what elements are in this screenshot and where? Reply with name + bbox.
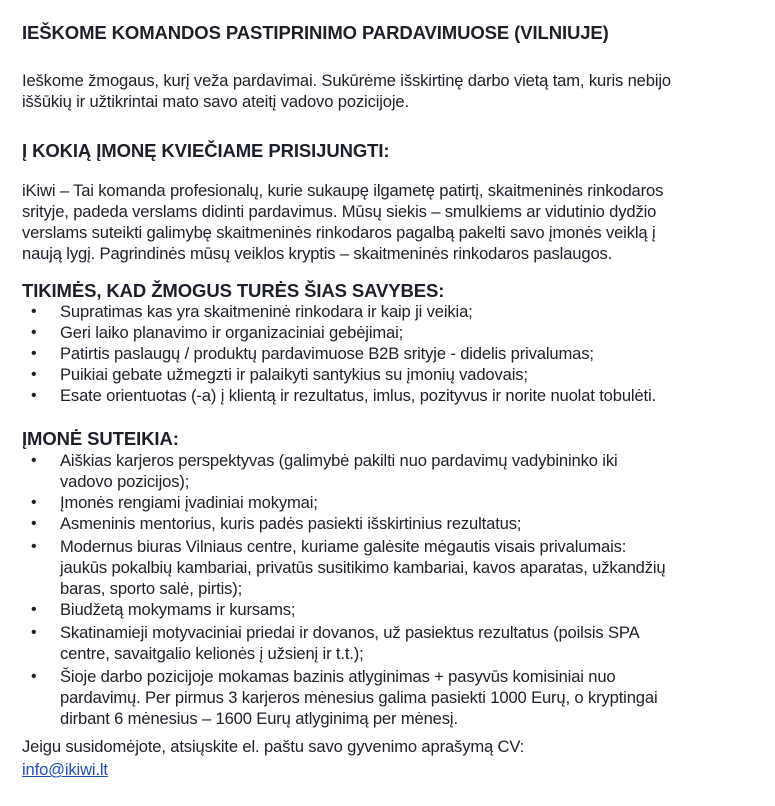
bullet-icon: •	[31, 345, 37, 362]
bullet-icon: •	[31, 452, 37, 469]
offer-heading: ĮMONĖ SUTEIKIA:	[22, 428, 179, 449]
company-line: naują lygį. Pagrindinės mūsų veiklos kryptis – skaitmeninės rinkodaros paslaugos.	[22, 244, 613, 263]
email-link[interactable]: info@ikiwi.lt	[22, 760, 108, 779]
list-item: • Aiškias karjeros perspektyvas (galimybė pakilti nuo pardavimų vadybininko iki vadovo pozicijos);	[31, 451, 618, 491]
contact-paragraph	[22, 736, 524, 780]
list-item: • Asmeninis mentorius, kuris padės pasiekti išskirtinius rezultatus;	[31, 514, 522, 533]
list-item: • Įmonės rengiami įvadiniai mokymai;	[31, 493, 318, 512]
company-paragraph	[22, 180, 663, 264]
company-line: verslams suteikti galimybę skaitmeninės rinkodaros pagalbą pakelti savo įmonės veiklą į	[22, 223, 656, 242]
company-heading: Į KOKIĄ ĮMONĘ KVIEČIAME PRISIJUNGTI:	[22, 140, 390, 161]
page-title: IEŠKOME KOMANDOS PASTIPRINIMO PARDAVIMUOSE (VILNIUJE)	[22, 22, 609, 43]
list-item: • Šioje darbo pozicijoje mokamas bazinis atlyginimas + pasyvūs komisiniai nuo pardavimų. Per pirmus 3 karjeros mėnesius galima pasiekti 1000 Eurų, o kryptingai dirbant 6 mėnesius – 1600 Eurų atlyginimą per mėnesį.	[31, 667, 658, 728]
bullet-icon: •	[31, 303, 37, 320]
bullet-icon: •	[31, 624, 37, 641]
bullet-icon: •	[31, 515, 37, 532]
list-item: • Skatinamieji motyvaciniai priedai ir dovanos, už pasiektus rezultatus (poilsis SPA centre, savaitgalio kelionės į užsienį ir t.t.);	[31, 623, 640, 663]
bullet-icon: •	[31, 668, 37, 685]
requirements-heading: TIKIMĖS, KAD ŽMOGUS TURĖS ŠIAS SAVYBES:	[22, 280, 445, 301]
list-item: • Modernus biuras Vilniaus centre, kuriame galėsite mėgautis visais privalumais: jaukūs pokalbių kambariai, privatūs susitikimo kambariai, kavos aparatas, užkandžių baras, sporto salė, pirtis);	[31, 537, 666, 598]
list-item: • Puikiai gebate užmegzti ir palaikyti santykius su įmonių vadovais;	[31, 365, 528, 384]
company-line: iKiwi – Tai komanda profesionalų, kurie sukaupę ilgametę patirtį, skaitmeninės rinkodaros	[22, 181, 664, 200]
list-item: • Esate orientuotas (-a) į klientą ir rezultatus, imlus, pozityvus ir norite nuolat tobulėti.	[31, 386, 656, 405]
intro-line: Ieškome žmogaus, kurį veža pardavimai. Sukūrėme išskirtinę darbo vietą tam, kuris nebijo	[22, 71, 671, 90]
intro-line: iššūkių ir užtikrintai mato savo ateitį vadovo pozicijoje.	[22, 92, 409, 111]
company-line: srityje, padeda verslams didinti pardavimus. Mūsų siekis – smulkiems ar vidutinio dydžio	[22, 202, 657, 221]
bullet-icon: •	[31, 601, 37, 618]
list-item: • Geri laiko planavimo ir organizaciniai gebėjimai;	[31, 323, 404, 342]
bullet-icon: •	[31, 324, 37, 341]
requirements-list	[0, 301, 656, 406]
contact-text: Jeigu susidomėjote, atsiųskite el. paštu savo gyvenimo aprašymą CV:	[22, 737, 525, 756]
list-item: • Biudžetą mokymams ir kursams;	[31, 600, 296, 619]
list-item: • Patirtis paslaugų / produktų pardavimuose B2B srityje - didelis privalumas;	[31, 344, 594, 363]
bullet-icon: •	[31, 366, 37, 383]
intro-paragraph	[22, 70, 671, 112]
bullet-icon: •	[31, 387, 37, 404]
offer-list	[0, 450, 666, 729]
bullet-icon: •	[31, 494, 37, 511]
bullet-icon: •	[31, 538, 37, 555]
list-item: • Supratimas kas yra skaitmeninė rinkodara ir kaip ji veikia;	[31, 302, 473, 321]
